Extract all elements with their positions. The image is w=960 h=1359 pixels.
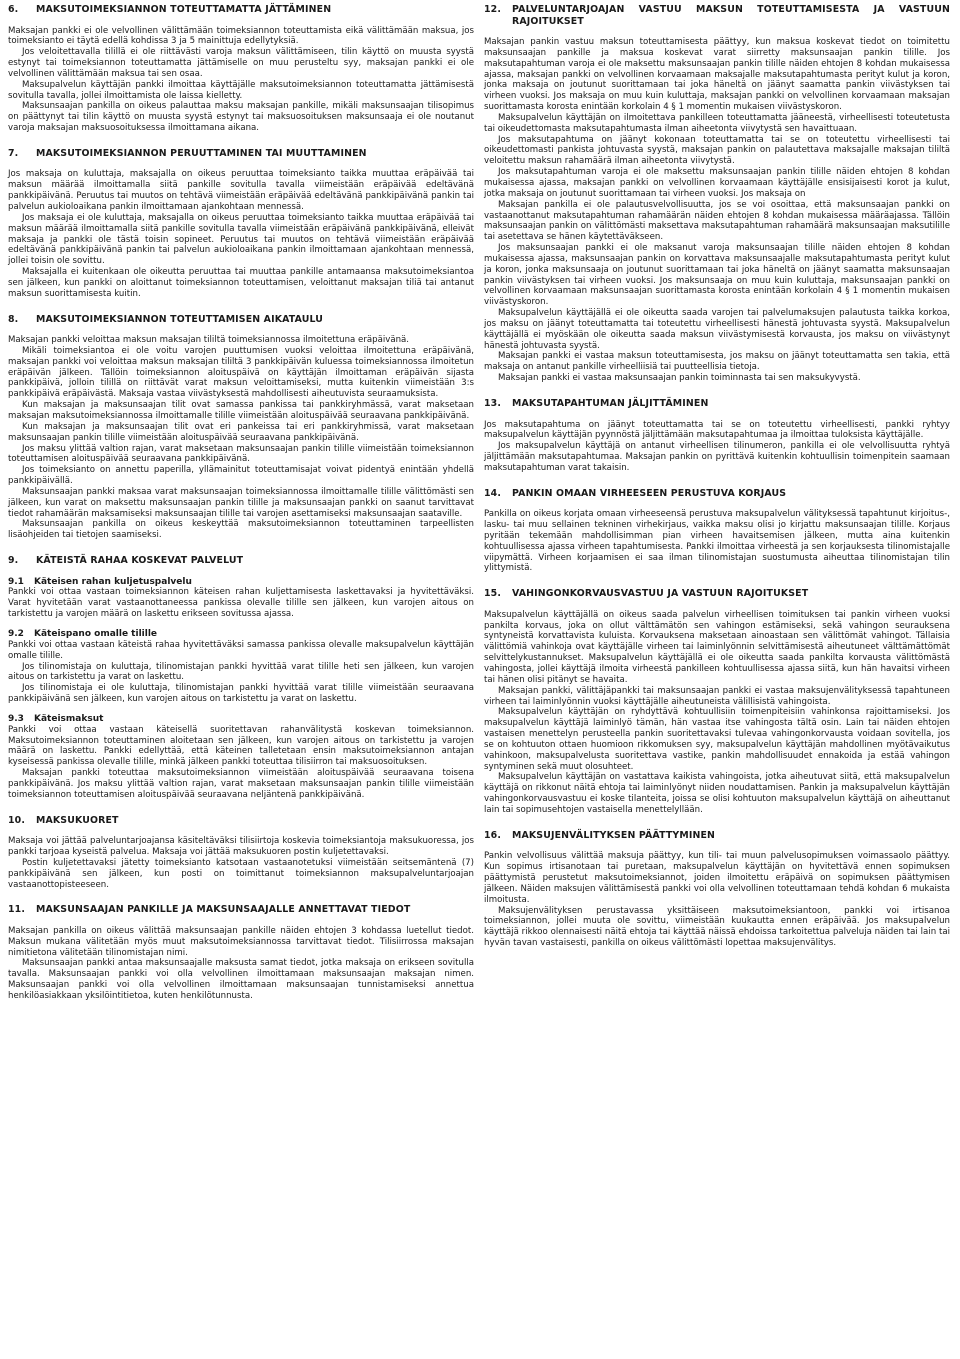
section-number: 14. — [484, 487, 502, 499]
section-13 — [484, 398, 950, 474]
left-column — [8, 4, 474, 1359]
paragraph: Jos maksutapahtuma on jäänyt kokonaan toteuttamatta tai se on toteutettu virheellisesti tai oikeudettomasti pankista johtuvasta syystä, maksajan pankin on palautettava maksajalle maksajan tililtä veloitettu maksun rahamäärä ilman aiheetonta viivytystä. — [484, 134, 950, 167]
subsection — [8, 714, 474, 801]
paragraph: Maksajan pankki ei ole velvollinen välittämään toimeksiannon toteuttamista eikä välittämään maksua, jos toimeksianto ei täytä edellä kohdissa 3 ja 5 mainittuja edellytyksiä. — [8, 25, 474, 47]
subsection-title: Käteismaksut — [34, 713, 104, 724]
section-6 — [8, 4, 474, 134]
section-heading — [8, 314, 474, 326]
paragraph: Pankin velvollisuus välittää maksuja päättyy, kun tili- tai muun palvelusopimuksen voimassaolo päättyy. Kun sopimus irtisanotaan tai puretaan, maksupalvelun käyttäjän on hyvitettävä ennen sopimuksen päättymistä perustetut maksutoimeksiannot, joiden ilmoitettu eräpäivä on sopimuksen päättymisen jälkeen. Näiden maksujen välittämisestä pankki voi olla velvollinen toteuttamaan tehdä kohdan 6 mukaista ilmoitusta. — [484, 851, 950, 905]
paragraph: Maksajan pankki ei vastaa maksun toteuttamisesta, jos maksu on jäänyt toteuttamatta sen takia, että maksaja on antanut pankille virheelliisiä tai puutteellisia tietoja. — [484, 351, 950, 373]
section-11 — [8, 904, 474, 1001]
section-number: 13. — [484, 398, 502, 409]
section-number: 7. — [8, 147, 19, 159]
section-heading — [484, 488, 950, 500]
section-title: MAKSUTOIMEKSIANNON TOTEUTTAMISEN AIKATAULU — [36, 313, 324, 325]
section-10 — [8, 815, 474, 891]
paragraph: Jos maksu ylittää valtion rajan, varat maksetaan maksunsaajan pankin tilille viimeistään toimeksiannon toteuttamisen aloituspäivää seuraavana pankkipäivänä. — [8, 443, 474, 465]
paragraph: Kun maksajan ja maksunsaajan tilit ovat samassa pankissa tai pankkiryhmässä, varat maksetaan maksajan maksutoimeksiannossa ilmoittamalle tilille viimeistään aloituspäivää seuraavana pankkipäivänä. — [8, 400, 474, 421]
section-title: PANKIN OMAAN VIRHEESEEN PERUSTUVA KORJAUS — [512, 487, 787, 499]
section-number: 15. — [484, 588, 502, 600]
section-number: 16. — [484, 829, 502, 841]
paragraph: Maksunsaajan pankki antaa maksunsaajalle maksusta samat tiedot, jotka maksaja on erikseen sovitulla tavalla. Maksunsaajan pankki voi olla velvollinen ilmoittamaan maksunsaajan maksajan nimen. Maksunsaajan pankki voi olla velvollinen ilmoittamaan maksunsaajan tunnistamiseksi annettua henkilöasiakkaan yksilöintitietoa, kuten henkilötunnusta. — [8, 958, 474, 1001]
paragraph: Jos toimeksianto on annettu paperilla, yllämainitut toteuttamisajat voivat pidentyä enintään yhdellä pankkipäivällä. — [8, 465, 474, 487]
paragraph: Maksajan pankki veloittaa maksun maksajan tililtä toimeksiannossa ilmoitettuna eräpäivänä. — [8, 335, 410, 346]
subsection-number: 9.3 — [8, 713, 24, 724]
paragraph: Pankki voi ottaa vastaan käteisellä suoritettavan rahanvälitystä koskevan toimeksiannon. Maksutoimeksiannon toteuttaminen aloitetaan sen jälkeen, kun varojen aitous on tarkistettu ja varojen määrä on laskettu. Pankki edellyttää, että käteinen talletetaan ensin maksutoimeksiannon antajan kyseisessä pankissa olevalle tilille, minkä jälkeen pankki toteuttaa tilisiirron tai maksuosoituksen. — [8, 724, 474, 768]
subsection — [8, 629, 474, 705]
section-number: 12. — [484, 4, 502, 15]
subsection-heading — [8, 577, 474, 588]
section-number: 8. — [8, 313, 19, 325]
paragraph: Jos veloitettavalla tilillä ei ole riittävästi varoja maksun välittämiseen, tilin käyttö on muusta syystä estynyt tai toimeksiannon toteuttamatta jättämiselle on muu perusteltu syy, maksajan pankki ei ole velvollinen välittämään maksua tai sen osaa. — [8, 47, 474, 79]
section-number: 9. — [8, 555, 19, 567]
paragraph: Jos maksaja on kuluttaja, maksajalla on oikeus peruuttaa toimeksianto taikka muuttaa eräpäivää tai maksun määrää ilmoittamalla siitä pankille sovitulla tavalla viimeistään eräpäivää edeltävänä pankkipäivänä. Peruutus tai muutos on tehtävä viimeistään eräpäivää edeltävänä pankkipäivänä pankin tai palvelun aukioloaikana pankin ilmoittamaan ajankohtaan mennessä. — [8, 169, 474, 212]
right-column — [484, 4, 950, 1359]
section-heading — [8, 148, 474, 160]
paragraph: Kun maksajan ja maksunsaajan tilit ovat eri pankeissa tai eri pankkiryhmissä, varat maksetaan maksunsaajan pankin tilille viimeistään aloituspäivää seuraavana pankkipäivänä. — [8, 421, 474, 443]
section-title: MAKSUTOIMEKSIANNON PERUUTTAMINEN TAI MUUTTAMINEN — [36, 147, 367, 159]
paragraph: Maksupalvelun käyttäjän pankki ilmoittaa käyttäjälle maksutoimeksiannon toteuttamatta jättämisestä sovitulla tavalla, jollei ilmoittamista ole laissa kielletty. — [8, 79, 474, 101]
subsection-number: 9.2 — [8, 628, 24, 639]
section-title: VAHINGONKORVAUSVASTUU JA VASTUUN RAJOITUKSET — [512, 588, 809, 600]
section-15 — [484, 588, 950, 816]
paragraph: Jos maksutapahtuman varoja ei ole maksettu maksunsaajan pankin tilille näiden ehtojen 8 kohdan mukaisessa ajassa, maksajan pankki on velvollinen korvaamaan käyttäjälle ensisijaisesti korot ja kulut, jotka maksaja on joutunut suorittamaan tai virheen vuoksi. Jos maksaja on — [484, 167, 950, 199]
paragraph: Maksupalvelun käyttäjällä on oikeus saada palvelun virheellisen toimituksen tai pankin virheen vuoksi pankilta korvaus, joka on ollut välttämätön sen vahingon estämiseksi, sekä vahingon seurauksena syntyneistä korvattavista kuluista. Korvauksena maksetaan ainoastaan sen välittömät vahingot. Tällaisia välittömiä vahinkoja ovat käyttäjälle virheen tai laiminlyönnin selvittämisestä aiheutuneet välttämättömät selvittelykustannukset. Maksupalvelun käyttäjällä ei ole oikeutta saada pankilta korvausta välittömästä vahingosta, jollei käyttäjä ilmoita virheestä pankilleen kohtuullisessa ajassa siitä, kun hän havaitsi virheen tai hänen olisi pitänyt se havaita. — [484, 609, 950, 685]
section-9 — [8, 555, 474, 801]
section-title: MAKSUKUORET — [36, 814, 119, 826]
paragraph: Maksajan pankki toteuttaa maksutoimeksiannon viimeistään aloituspäivää seuraavana toisena pankkipäivänä. Jos maksu ylittää valtion rajan, varat maksetaan maksunsaajan pankin tilille viimeistään toimeksiannon toteuttamisen aloituspäivää seuraavana neljäntenä pankkipäivänä. — [8, 768, 474, 800]
paragraph: Maksupalvelun käyttäjällä ei ole oikeutta saada varojen tai palvelumaksujen palautusta taikka korkoa, jos maksu on jäänyt toteuttamatta tai toteutettu virheellisesti hänestä johtuvasta syystä. Maksupalvelun käyttäjällä ei myöskään ole oikeutta saada maksun viivästymisestä korvausta, jos maksu on viivästynyt hänestä johtuvasta syystä. — [484, 308, 950, 351]
section-heading — [8, 815, 474, 827]
section-number: 10. — [8, 814, 26, 826]
paragraph: Maksupalvelun käyttäjän on ryhdyttävä kohtuullisiin toimenpiteisiin vahinkonsa rajoittamiseksi. Jos maksupalvelun käyttäjä laiminlyö tämän, hän vastaa itse vahingosta tältä osin. Lain tai näiden ehtojen vastaisen menettelyn perusteella pankin suoritettavaksi tulevaa vahingonkorvausta voidaan sovitella, jos se on kohtuuton ottaen huomioon rikkomuksen syy, maksupalvelun käyttäjän mahdollinen myötävaikutus vahinkoon, maksupalvelusta suoritettava vastike, pankin mahdollisuudet ennakoida ja estää vahingon syntyminen sekä muut olosuhteet. — [484, 707, 950, 772]
paragraph: Jos tilinomistaja ei ole kuluttaja, tilinomistajan pankki hyvittää varat tilille viimeistään seuraavana pankkipäivänä sen jälkeen, kun varojen aitous on tarkistettu ja varat on laskettu. — [8, 683, 474, 705]
subsection — [8, 577, 474, 620]
paragraph: Mikäli toimeksiantoa ei ole voitu varojen puuttumisen vuoksi veloittaa ilmoitettuna eräpäivänä, maksajan pankki voi veloittaa maksun maksajan tililtä 3 pankkipäivän kuluessa toimeksiannossa ilmoitetun eräpäivän jälkeen. Tällöin toimeksiannon aloituspäivä on käyttäjän ilmoittaman eräpäivän sijasta pankkipäivä, jolloin tilillä on riittävät varat maksun veloittamiseksi, mutta kuitenkin viimeistään 3:s pankkipäivä eräpäivästä. Maksaja vastaa viivästyksestä mahdollisesti aiheutuvista seuraamuksista. — [8, 345, 474, 400]
paragraph: Jos maksunsaajan pankki ei ole maksanut varoja maksunsaajan tilille näiden ehtojen 8 kohdan mukaisessa ajassa, maksunsaajan pankin on korvattava maksunsaajalle maksutapahtumasta perityt kulut ja koron, jonka maksunsaaja on joutunut suorittamaan tai joka häneltä on jäänyt saamatta maksunsaajan pankin viivästyksen tai virheen vuoksi. Jos maksunsaaja on muu kuin kuluttaja, maksunsaajan pankki on velvollinen korvaamaan maksunsaajan suorittamasta korosta enintään korkolain 4 § 1 momentin mukaisen viivästyskoron. — [484, 243, 950, 308]
paragraph: Maksajalla ei kuitenkaan ole oikeutta peruuttaa tai muuttaa pankille antamaansa maksutoimeksiantoa sen jälkeen, kun pankki on aloittanut toimeksiannon toteuttamisen, veloittanut maksajan tiliä tai antanut maksun suorittamisesta kuitin. — [8, 267, 474, 299]
paragraph: Postin kuljetettavaksi jätetty toimeksianto katsotaan vastaanotetuksi viimeistään seitsemäntenä (7) pankkipäivänä sen jälkeen, kun posti on toimittanut toimeksiannon maksupalveluntarjoajan vastaanottopisteeseen. — [8, 857, 474, 890]
section-number: 11. — [8, 904, 26, 916]
subsection-heading — [8, 714, 474, 725]
section-number: 6. — [8, 4, 19, 15]
paragraph: Maksajan pankki ei vastaa maksunsaajan pankin toiminnasta tai sen maksukyvystä. — [498, 373, 861, 384]
section-title: KÄTEISTÄ RAHAA KOSKEVAT PALVELUT — [36, 555, 244, 567]
section-title: MAKSUTAPAHTUMAN JÄLJITTÄMINEN — [512, 398, 709, 409]
paragraph: Maksajan pankilla ei ole palautusvelvollisuutta, jos se voi osoittaa, että maksunsaajan pankki on vastaanottanut maksutapahtuman rahamäärän näiden ehtojen 8 kohdan mukaisessa määräajassa. Tällöin maksunsaajan pankin on välittömästi maksettava maksutapahtuman rahamäärä maksunsaajan maksutilille tai asetettava se hänen käytettäväkseen. — [484, 199, 950, 243]
section-heading — [8, 4, 474, 16]
section-heading — [484, 830, 950, 842]
paragraph: Jos tilinomistaja on kuluttaja, tilinomistajan pankki hyvittää varat tilille heti sen jälkeen, kun varojen aitous on tarkistettu ja varat on laskettu. — [8, 661, 474, 683]
section-title: MAKSUJENVÄLITYKSEN PÄÄTTYMINEN — [512, 829, 716, 841]
section-heading — [484, 4, 950, 27]
subsection-number: 9.1 — [8, 576, 24, 587]
section-title: MAKSUNSAAJAN PANKILLE JA MAKSUNSAAJALLE ANNETTAVAT TIEDOT — [36, 904, 411, 916]
paragraph: Jos maksaja ei ole kuluttaja, maksajalla on oikeus peruuttaa toimeksianto taikka muuttaa eräpäivää tai maksun määrää ilmoittamalla siitä pankille sovitulla tavalla viimeistään eräpäivänä pankkipäivänä, elleivät maksaja ja pankki ole tästä toisin sopineet. Peruutus tai muutos on tehtävä viimeistään eräpäivää edeltävänä pankkipäivänä pankin tai palvelun aukioloaikana pankin ilmoittamaan ajankohtaan mennessä, jollei toisin ole sovittu. — [8, 212, 474, 267]
section-heading — [484, 588, 950, 600]
paragraph: Pankilla on oikeus korjata omaan virheeseensä perustuva maksupalvelun välityksessä tapahtunut kirjoitus-, lasku- tai muu sellainen tekninen virhekirjaus, vaikka maksu olisi jo kirjattu maksunsaajan tilille. Korjaus pyritään tekemään mahdollisimman pian virheen havaitsemisen jälkeen, mutta aina kuitenkin kohtuullisessa ajassa virheen tapahtumisesta. Pankki ilmoittaa virheestä ja sen korjauksesta tilinomistajalle viipymättä. Virheen korjaamisen ei saa ilman tilinomistajan suostumusta aiheuttaa tilinomistajan tilin ylittymistä. — [484, 509, 950, 574]
section-heading — [484, 398, 950, 410]
paragraph: Pankki voi ottaa vastaan toimeksiannon käteisen rahan kuljettamisesta laskettavaksi ja hyvitettäväksi. Varat hyvitetään varat vastaanottaneessa pankissa olevalle tilille sen jälkeen, kun varojen aitous on tarkistettu ja varojen määrä on laskettu erikseen sovitussa ajassa. — [8, 587, 474, 620]
section-16 — [484, 830, 950, 949]
paragraph: Maksaja voi jättää palveluntarjoajansa käsiteltäväksi tilisiirtoja koskevia toimeksiantoja maksukuoressa, jos pankki tarjoaa kyseistä palvelua. Maksaja voi jättää maksukuoren postin kuljetettavaksi. — [8, 836, 474, 857]
paragraph: Maksajan pankin vastuu maksun toteuttamisesta päättyy, kun maksua koskevat tiedot on toimitettu maksunsaajan pankille ja maksua koskevat varat siirretty maksunsaajan pankin tilille. Jos maksutapahtuman varoja ei ole maksettu maksunsaajan pankin tilille näiden ehtojen 8 kohdan mukaisessa ajassa, maksajan pankki on velvollinen korvaamaan maksajalle maksutapahtumasta perityt kulut ja koron, jonka maksaja on joutunut suorittamaan tai joka häneltä on jäänyt saamatta pankin viivästyksen tai virheen vuoksi. Jos maksaja on muu kuin kuluttaja, maksajan pankki on velvollinen korvaamaan maksajan suorittamasta korosta enintään korkolain 4 § 1 momentin mukaisen viivästyskoron. — [484, 37, 950, 113]
subsection-heading — [8, 629, 474, 640]
section-heading — [8, 904, 474, 916]
subsection-title: Käteisen rahan kuljetuspalvelu — [34, 576, 192, 587]
paragraph: Jos maksupalvelun käyttäjä on antanut virheellisen tilinumeron, pankilla ei ole velvollisuutta ryhtyä jäljittämään maksutapahtumaa. Maksajan pankin on pyrittävä kuitenkin kohtuullisin toimenpitein saamaan maksutapahtuman varat takaisin. — [484, 441, 950, 473]
section-heading — [8, 555, 474, 567]
subsection-title: Käteispano omalle tilille — [34, 628, 158, 639]
section-title: MAKSUTOIMEKSIANNON TOTEUTTAMATTA JÄTTÄMINEN — [36, 4, 332, 15]
paragraph: Maksupalvelun käyttäjän on vastattava kaikista vahingoista, jotka aiheutuvat siitä, että maksupalvelun käyttäjä on rikkonut näitä ehtoja tai laiminlyönyt niiden noudattamisen. Pankin ja maksupalvelun käyttäjän vahingonkorvausvastuu ei koske tilanteita, joissa se olisi kohtuuton maksupalvelun käyttäjä on aiheuttanut lain tai sopimusehtojen vastaisella menettelyllään. — [484, 772, 950, 815]
section-7 — [8, 148, 474, 300]
section-title: PALVELUNTARJOAJAN VASTUU MAKSUN TOTEUTTAMISESTA JA VASTUUN RAJOITUKSET — [512, 4, 950, 27]
paragraph: Pankki voi ottaa vastaan käteistä rahaa hyvitettäväksi samassa pankissa olevalle maksupalvelun käyttäjän omalle tilille. — [8, 639, 474, 661]
paragraph: Maksupalvelun käyttäjän on ilmoitettava pankilleen toteuttamatta jääneestä, virheellisesti toteutetusta tai oikeudettomasta maksutapahtumasta ilman aiheetonta viivytystä sen havaittuaan. — [484, 112, 950, 134]
paragraph: Maksunsaajan pankilla on oikeus keskeyttää maksutoimeksiannon toteuttaminen tarpeellisten lisäohjeiden tai tietojen saamiseksi. — [8, 519, 474, 541]
paragraph: Maksajan pankki, välittäjäpankki tai maksunsaajan pankki ei vastaa maksujenvälityksessä tapahtuneen virheen tai laiminlyönnin vuoksi käyttäjälle aiheutuneista välillisistä vahingoista. — [484, 685, 950, 707]
section-14 — [484, 488, 950, 575]
paragraph: Maksunsaajan pankki maksaa varat maksunsaajan toimeksiannossa ilmoittamalle tilille välittömästi sen jälkeen, kun varat on maksettu maksunsaajan pankin tilille ja maksunsaajan pankki on saanut tarvittavat tiedot rahamäärän maksamiseksi maksunsaajan tilille tai varojen asettamiseksi maksunsaajan saataville. — [8, 486, 474, 519]
paragraph: Maksujenvälityksen perustavassa yksittäiseen maksutoimeksiantoon, pankki voi irtisanoa toimeksiannon, jollei muuta ole sovittu, viimeistään kuukautta ennen eräpäivää. Jos maksupalvelun käyttäjä rikkoo olennaisesti näitä ehtoja tai käyttää näissä ehdoissa tarkoitettua palveluja näiden tai lain tai hyvän tavan vastaisesti, pankilla on oikeus välittömästi lopettaa maksujenvälitys. — [484, 905, 950, 949]
paragraph: Jos maksutapahtuma on jäänyt toteuttamatta tai se on toteutettu virheellisesti, pankki ryhtyy maksupalvelun käyttäjän pyynnöstä jäljittämään maksutapahtumaa ja ilmoittaa tuloksista käyttäjälle. — [484, 419, 950, 441]
section-12 — [484, 4, 950, 384]
section-8 — [8, 314, 474, 542]
paragraph: Maksunsaajan pankilla on oikeus palauttaa maksu maksajan pankille, mikäli maksunsaajan tilisopimus on päättynyt tai tilin käyttö on muusta syystä estynyt tai maksuosoituksen maksunsaaja ei ole noutanut varoja maksajan maksuosoituksessa ilmoittamana aikana. — [8, 101, 474, 134]
paragraph: Maksajan pankilla on oikeus välittää maksunsaajan pankille näiden ehtojen 3 kohdassa luetellut tiedot. Maksun mukana välitetään myös muut maksutoimeksiannossa tarvittavat tiedot. Tilisiirrossa maksajan nimitietona välitetään tilinomistajan nimi. — [8, 925, 474, 958]
